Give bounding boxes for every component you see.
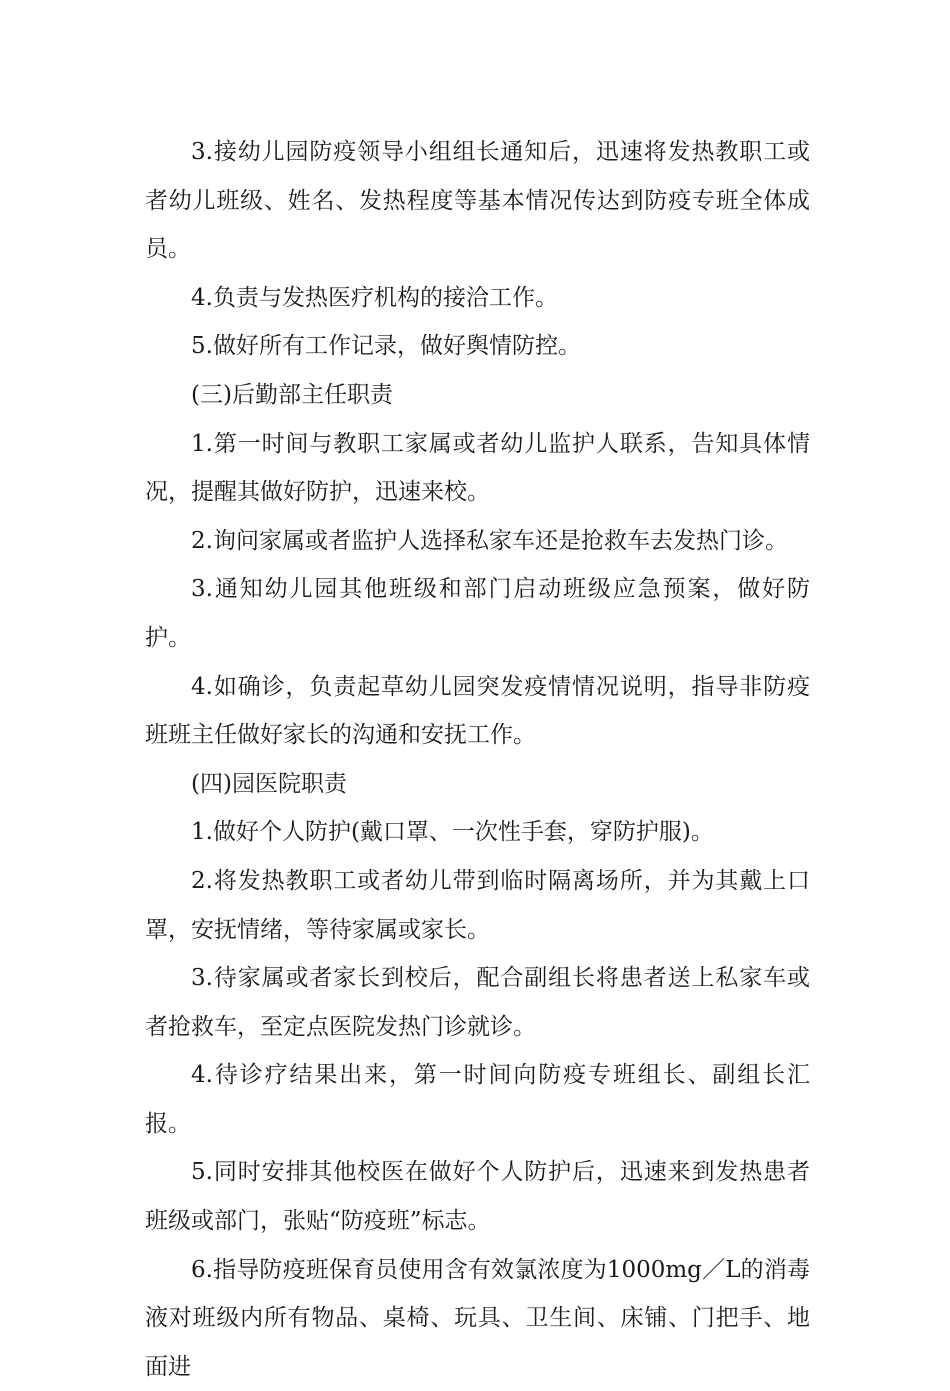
paragraph-7: 3.通知幼儿园其他班级和部门启动班级应急预案，做好防护。 [145, 576, 810, 651]
paragraph-11: 2.将发热教职工或者幼儿带到临时隔离场所，并为其戴上口罩，安抚情绪，等待家属或家长。 [145, 867, 810, 943]
paragraph-1: 3.接幼儿园防疫领导小组组长通知后，迅速将发热教职工或者幼儿班级、姓名、发热程度等基本情况传达到防疫专班全体成员。 [145, 139, 810, 263]
paragraph-12: 3.待家属或者家长到校后，配合副组长将患者送上私家车或者抢救车，至定点医院发热门诊就诊。 [145, 965, 810, 1040]
paragraph-2: 4.负责与发热医疗机构的接洽工作。 [191, 284, 558, 311]
paragraph-13: 4.待诊疗结果出来，第一时间向防疫专班组长、副组长汇报。 [145, 1062, 810, 1137]
paragraph-3: 5.做好所有工作记录，做好舆情防控。 [191, 333, 581, 360]
paragraph-14: 5.同时安排其他校医在做好个人防护后，迅速来到发热患者班级或部门，张贴“防疫班”标志。 [145, 1159, 810, 1235]
paragraph-8: 4.如确诊，负责起草幼儿园突发疫情情况说明，指导非防疫班班主任做好家长的沟通和安抚工作。 [145, 673, 810, 749]
document-body [145, 128, 810, 1391]
section-heading-4: (四)园医院职责 [191, 770, 347, 797]
section-heading-3: (三)后勤部主任职责 [191, 381, 393, 408]
paragraph-15: 6.指导防疫班保育员使用含有效氯浓度为1000mg／L的消毒液对班级内所有物品、桌椅、玩具、卫生间、床铺、门把手、地面进 [145, 1256, 810, 1380]
paragraph-6: 2.询问家属或者监护人选择私家车还是抢救车去发热门诊。 [191, 527, 788, 554]
paragraph-10: 1.做好个人防护(戴口罩、一次性手套，穿防护服)。 [191, 819, 714, 846]
paragraph-5: 1.第一时间与教职工家属或者幼儿监护人联系，告知具体情况，提醒其做好防护，迅速来校。 [145, 430, 810, 506]
